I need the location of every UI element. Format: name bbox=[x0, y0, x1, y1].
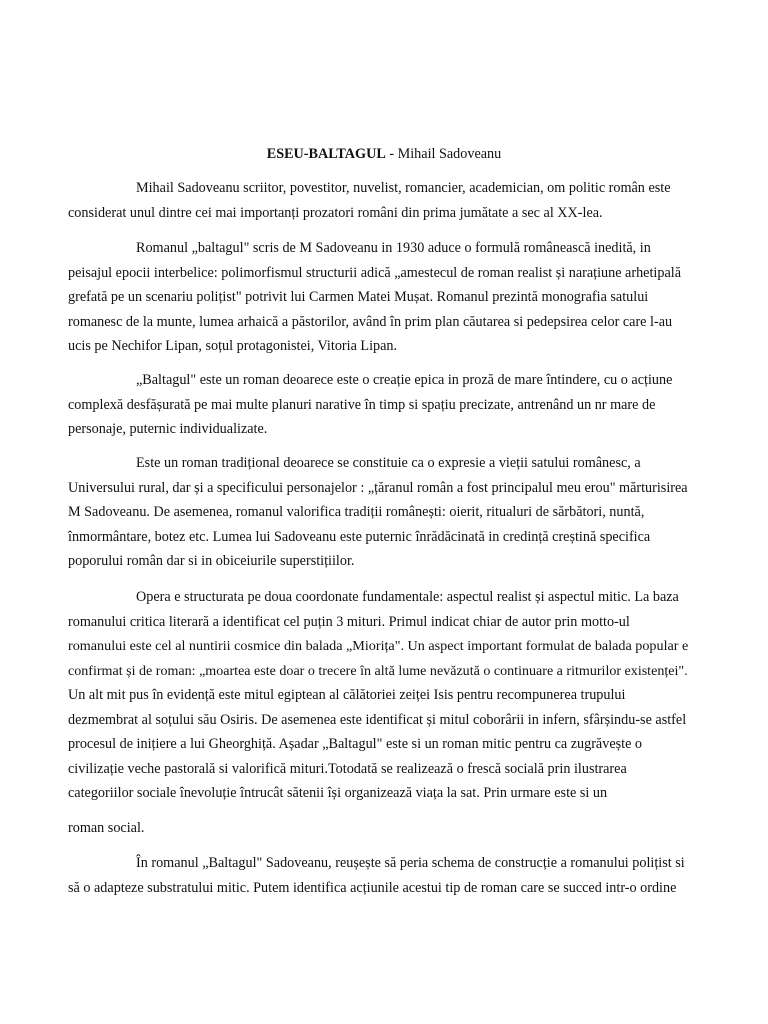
paragraph-5-continuation bbox=[68, 816, 688, 841]
paragraph-line: Universului rural, dar și a specificului personajelor : „țăranul român a fost principalul meu erou" mărturisirea bbox=[68, 479, 688, 496]
paragraph-line: romanului critica literară a identificat cel puțin 3 mituri. Primul indicat chiar de autor prin motto-ul bbox=[68, 613, 630, 630]
paragraph-line: să o adapteze substratului mitic. Putem identifica acțiunile acestui tip de roman care se succed intr-o ordine bbox=[68, 879, 677, 896]
paragraph-line: Romanul „baltagul" scris de M Sadoveanu in 1930 aduce o formulă românească inedită, in bbox=[136, 240, 651, 256]
paragraph-line: poporului român dar si in obiceiurile superstițiilor. bbox=[68, 553, 355, 569]
paragraph-line: procesul de inițiere a lui Gheorghiță. Așadar „Baltagul" este si un roman mitic pentru ca zugrăvește o bbox=[68, 736, 643, 752]
paragraph-line: romanesc de la munte, lumea arhaică a păstorilor, având în prim plan căutarea si pedepsirea celor care l-au bbox=[68, 313, 673, 330]
paragraph-3 bbox=[68, 368, 688, 442]
title-bold: ESEU-BALTAGUL bbox=[266, 146, 386, 162]
paragraph-line: personaje, puternic individualizate. bbox=[68, 421, 268, 437]
paragraph-line: complexă desfășurată pe mai multe planuri narative în timp si spațiu precizate, antrenând un nr mare de bbox=[68, 396, 656, 413]
document-title bbox=[0, 145, 768, 163]
paragraph-line: grefată pe un scenariu polițist" potrivit lui Carmen Matei Mușat. Romanul prezintă monografia satului bbox=[68, 289, 649, 305]
paragraph-line: „Baltagul" este un roman deoarece este o creație epica in proză de mare întindere, cu o acțiune bbox=[136, 372, 673, 388]
paragraph-line: confirmat și de roman: „moartea este doar o trecere în altă lume nevăzută o continuare a ritmurilor existenței". bbox=[68, 662, 688, 679]
paragraph-line: înmormântare, botez etc. Lumea lui Sadoveanu este puternic înrădăcinată in credință creștină specifica bbox=[68, 528, 651, 545]
paragraph-line: M Sadoveanu. De asemenea, romanul valorifica tradiții românești: oierit, ritualuri de sărbători, nuntă, bbox=[68, 504, 645, 520]
paragraph-4 bbox=[68, 451, 688, 574]
paragraph-line: roman social. bbox=[68, 820, 145, 836]
paragraph-1 bbox=[68, 176, 688, 225]
title-author: - Mihail Sadoveanu bbox=[385, 146, 502, 162]
paragraph-line: Opera e structurata pe doua coordonate fundamentale: aspectul realist și aspectul mitic. La baza bbox=[136, 589, 679, 605]
paragraph-line: romanului este cel al nuntirii cosmice din balada „Miorița". Un aspect important formulat de balada popular e bbox=[68, 638, 689, 654]
paragraph-5 bbox=[68, 585, 688, 806]
paragraph-line: ucis pe Nechifor Lipan, soțul protagonistei, Vitoria Lipan. bbox=[68, 338, 398, 354]
paragraph-line: civilizație veche pastorală si valorifică mituri.Totodată se realizează o frescă socială prin ilustrarea bbox=[68, 760, 627, 777]
paragraph-line: peisajul epocii interbelice: polimorfismul structurii adică „amestecul de roman realist și narațiune arhetipală bbox=[68, 264, 681, 281]
paragraph-line: Mihail Sadoveanu scriitor, povestitor, nuvelist, romancier, academician, om politic român este bbox=[136, 180, 671, 196]
paragraph-line: Un alt mit pus în evidență este mitul egiptean al călătoriei zeiței Isis pentru recompunerea trupului bbox=[68, 687, 626, 703]
paragraph-6 bbox=[68, 851, 688, 900]
paragraph-2 bbox=[68, 236, 688, 359]
paragraph-line: categoriilor sociale înevoluție întrucât sătenii își organizează viața la sat. Prin urmare este si un bbox=[68, 785, 608, 801]
paragraph-line: Este un roman tradițional deoarece se constituie ca o expresie a vieții satului românesc, a bbox=[136, 455, 641, 471]
paragraph-line: dezmembrat al soțului său Osiris. De asemenea este identificat și mitul coborârii in infern, sfârșindu-se astfel bbox=[68, 711, 687, 728]
paragraph-line: În romanul „Baltagul" Sadoveanu, reușește să peria schema de construcție a romanului polițist si bbox=[136, 855, 685, 871]
paragraph-line: considerat unul dintre cei mai importanți prozatori români din prima jumătate a sec al XX-lea. bbox=[68, 204, 603, 221]
